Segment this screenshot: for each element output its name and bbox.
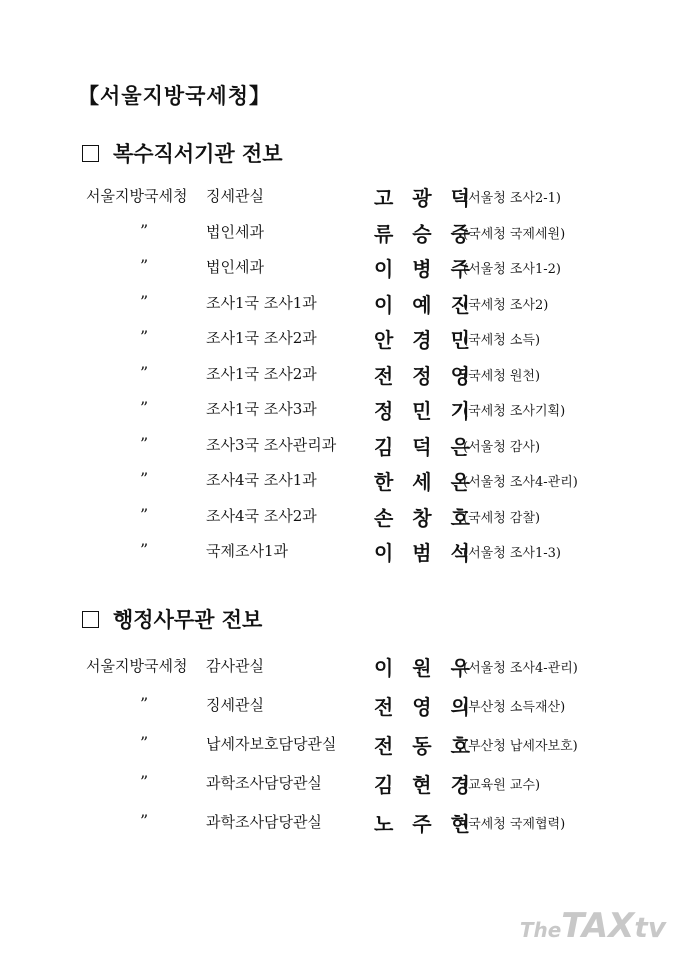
department-label: 조사1국 조사2과 xyxy=(206,364,317,383)
section-2-list xyxy=(0,655,680,850)
previous-post: (국세청 원천) xyxy=(463,368,541,384)
previous-post: (서울청 감사) xyxy=(463,439,541,455)
list-item xyxy=(0,772,680,811)
ditto-mark: ” xyxy=(140,398,149,417)
previous-post: (국세청 국제협력) xyxy=(463,817,566,832)
list-item xyxy=(0,327,680,363)
list-item xyxy=(0,540,680,576)
ditto-mark: ” xyxy=(140,694,149,713)
department-label: 법인세과 xyxy=(206,222,264,241)
department-label: 납세자보호담당관실 xyxy=(206,735,337,753)
previous-post: (국세청 감찰) xyxy=(463,510,541,526)
list-item xyxy=(0,694,680,733)
person-name: 김 현 경 xyxy=(374,773,476,797)
checkbox-square-icon xyxy=(82,611,99,628)
office-label: 서울지방국세청 xyxy=(86,657,188,675)
ditto-mark: ” xyxy=(140,811,149,830)
section-heading-2 xyxy=(82,604,262,634)
previous-post: (부산청 납세자보호) xyxy=(463,739,578,754)
department-label: 과학조사담당관실 xyxy=(206,813,322,831)
list-item xyxy=(0,655,680,694)
department-label: 조사1국 조사2과 xyxy=(206,329,317,347)
ditto-mark: ” xyxy=(140,504,149,524)
person-name: 김 덕 은 xyxy=(374,434,476,459)
previous-post: (서울청 조사2-1) xyxy=(463,191,562,206)
section-1-list xyxy=(0,185,680,576)
list-item xyxy=(0,733,680,772)
list-item xyxy=(0,221,680,257)
person-name: 정 민 기 xyxy=(374,399,476,423)
department-label: 과학조사담당관실 xyxy=(206,774,322,792)
watermark-tv: tv xyxy=(634,911,666,944)
person-name: 한 세 온 xyxy=(374,470,476,494)
list-item xyxy=(0,434,680,470)
ditto-mark: ” xyxy=(140,733,149,752)
list-item xyxy=(0,469,680,505)
list-item xyxy=(0,256,680,292)
ditto-mark: ” xyxy=(140,772,149,791)
department-label: 징세관실 xyxy=(206,187,264,205)
section-heading-1 xyxy=(82,138,283,168)
previous-post: (국세청 소득) xyxy=(463,333,541,348)
list-item xyxy=(0,398,680,434)
person-name: 이 병 주 xyxy=(374,257,476,281)
previous-post: (서울청 조사4-관리) xyxy=(463,661,578,676)
previous-post: (서울청 조사1-2) xyxy=(463,262,562,277)
person-name: 류 승 중 xyxy=(374,221,476,246)
previous-post: (부산청 소득재산) xyxy=(463,700,566,715)
previous-post: (국세청 조사2) xyxy=(463,297,549,313)
section-heading-text: 복수직서기관 전보 xyxy=(113,141,283,166)
section-heading-text: 행정사무관 전보 xyxy=(113,607,263,632)
previous-post: (국세청 조사기획) xyxy=(463,404,566,419)
previous-post: (교육원 교수) xyxy=(463,778,541,793)
person-name: 안 경 민 xyxy=(374,328,476,352)
list-item xyxy=(0,292,680,328)
department-label: 조사1국 조사1과 xyxy=(206,293,317,312)
previous-post: (국세청 국제세원) xyxy=(463,226,566,242)
department-label: 징세관실 xyxy=(206,696,264,714)
person-name: 전 동 호 xyxy=(374,734,476,758)
department-label: 법인세과 xyxy=(206,258,264,276)
previous-post: (서울청 조사4-관리) xyxy=(463,475,578,490)
department-label: 조사3국 조사관리과 xyxy=(206,435,337,454)
person-name: 이 예 진 xyxy=(374,292,476,317)
department-label: 조사1국 조사3과 xyxy=(206,400,317,418)
department-label: 조사4국 조사2과 xyxy=(206,506,317,525)
ditto-mark: ” xyxy=(140,291,149,311)
person-name: 고 광 덕 xyxy=(374,186,476,210)
ditto-mark: ” xyxy=(140,469,149,488)
person-name: 전 정 영 xyxy=(374,363,476,388)
watermark-the: The xyxy=(519,918,562,942)
department-label: 감사관실 xyxy=(206,657,264,675)
list-item xyxy=(0,185,680,221)
ditto-mark: ” xyxy=(140,256,149,275)
thetaxtv-watermark-logo xyxy=(520,906,666,946)
ditto-mark: ” xyxy=(140,362,149,382)
previous-post: (서울청 조사1-3) xyxy=(463,546,562,561)
person-name: 전 영 의 xyxy=(374,695,476,719)
checkbox-square-icon xyxy=(82,145,99,162)
ditto-mark: ” xyxy=(140,220,149,240)
list-item xyxy=(0,363,680,399)
person-name: 손 창 호 xyxy=(374,505,476,530)
ditto-mark: ” xyxy=(140,540,149,559)
page-title: 【서울지방국세청】 xyxy=(78,83,272,108)
department-label: 국제조사1과 xyxy=(206,542,288,560)
watermark-tax: TAX xyxy=(561,906,635,946)
list-item xyxy=(0,505,680,541)
person-name: 이 범 석 xyxy=(374,541,476,565)
ditto-mark: ” xyxy=(140,433,149,453)
department-label: 조사4국 조사1과 xyxy=(206,471,317,489)
list-item xyxy=(0,811,680,850)
person-name: 노 주 현 xyxy=(374,812,476,836)
office-label: 서울지방국세청 xyxy=(86,187,188,205)
ditto-mark: ” xyxy=(140,327,149,346)
person-name: 이 원 우 xyxy=(374,656,476,680)
